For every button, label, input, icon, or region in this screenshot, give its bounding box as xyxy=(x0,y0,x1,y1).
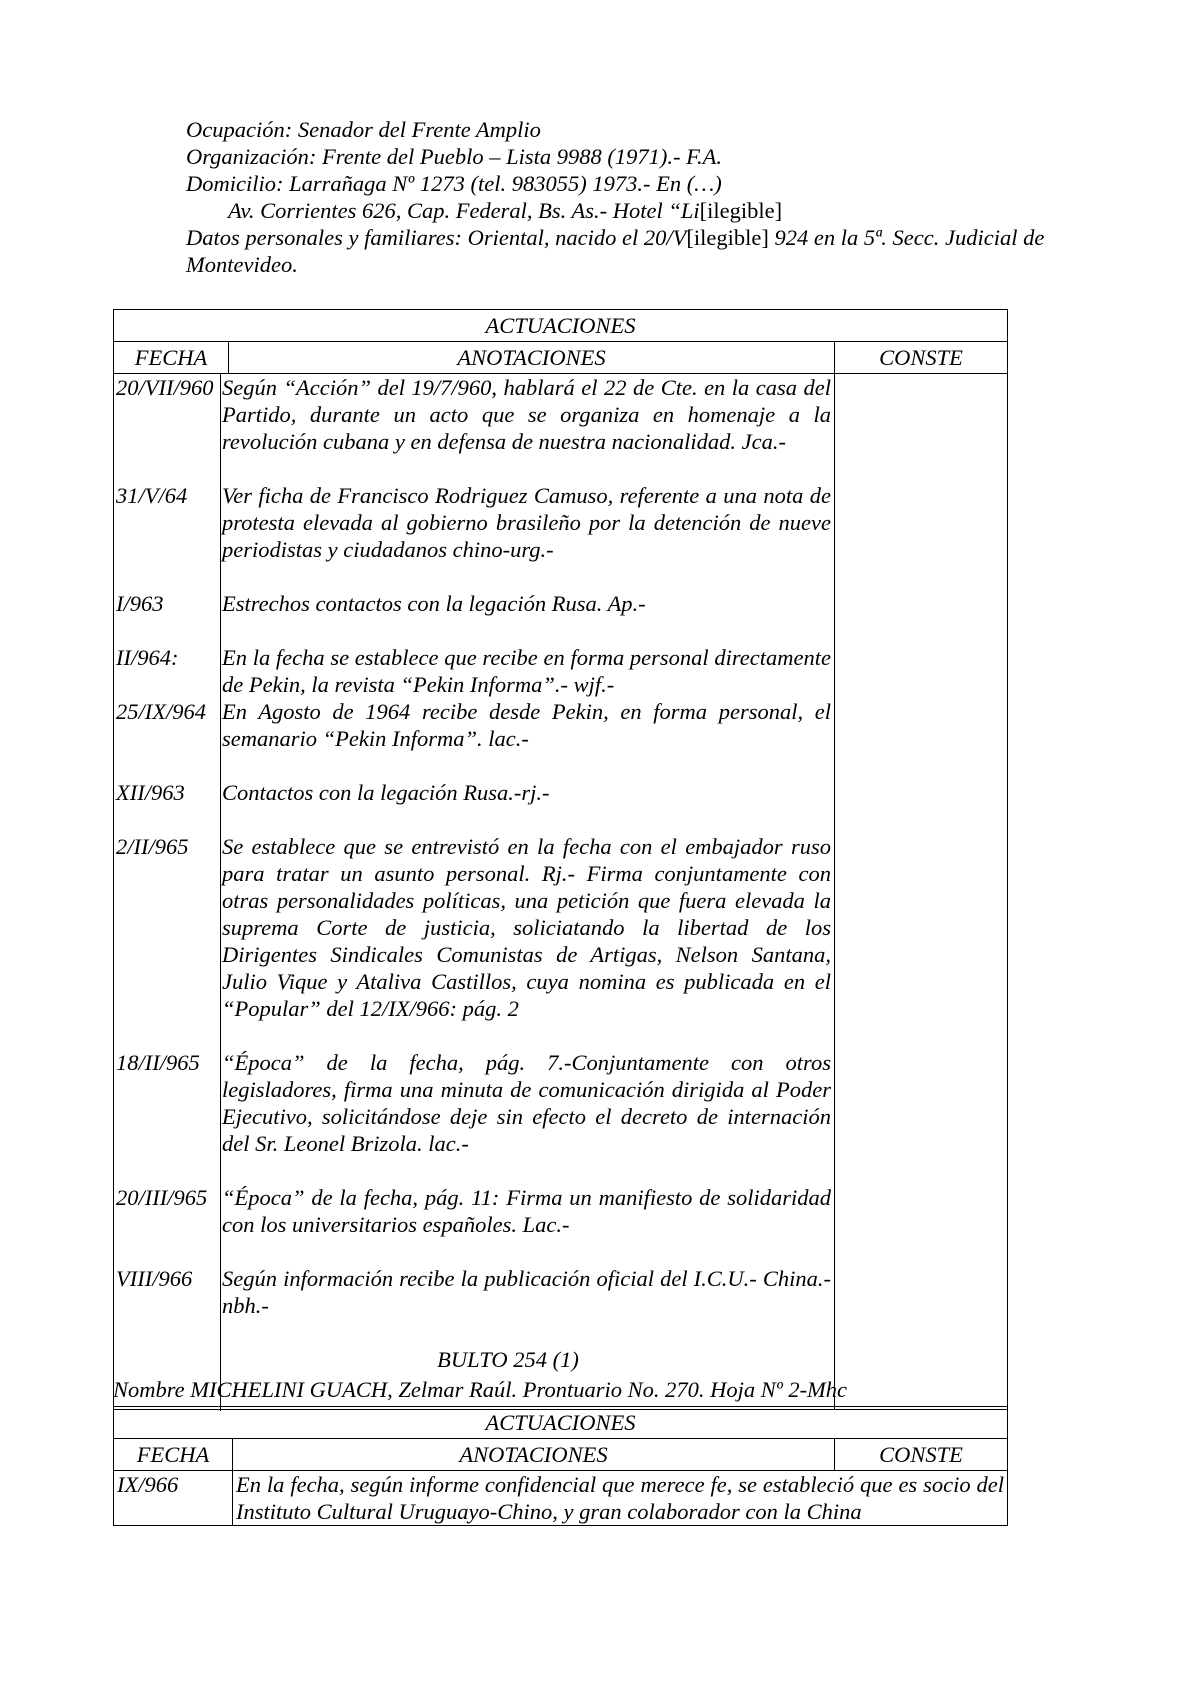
ilegible-mark: [ilegible] xyxy=(699,198,783,223)
conste-bottom-space xyxy=(835,1373,1008,1410)
entry-texto: “Época” de la fecha, pág. 7.-Conjuntamente con otros legisladores, firma una minuta de comunicación dirigida al Poder Ejecutivo, solicitándose deje sin efecto el decreto de internación del Sr. Leonel Brizola. lac.- xyxy=(222,1050,831,1156)
table-row xyxy=(114,1049,834,1157)
table-title: ACTUACIONES xyxy=(114,310,1008,342)
entry-fecha: 31/V/64 xyxy=(116,483,188,508)
ilegible-mark-2: [ilegible] xyxy=(686,225,769,250)
entry-fecha: 18/II/965 xyxy=(116,1050,200,1075)
entry-fecha: 2/II/965 xyxy=(116,834,189,859)
entry-texto: En Agosto de 1964 recibe desde Pekin, en forma personal, el semanario “Pekin Informa”. lac.- xyxy=(222,699,831,751)
nombre-line: Nombre MICHELINI GUACH, Zelmar Raúl. Prontuario No. 270. Hoja Nº 2-Mhc xyxy=(113,1377,848,1402)
entry-texto: Se establece que se entrevistó en la fecha con el embajador ruso para tratar un asunto personal. Rj.- Firma conjuntamente con otras personalidades políticas, una petición que fuera elevada la suprema Corte de justicia, soliciatando la libertad de los Dirigentes Sindicales Comunistas de Artigas, Nelson Santana, Julio Vique y Ataliva Castillos, cuya nomina es publicada en el “Popular” del 12/IX/966: pág. 2 xyxy=(222,834,831,1021)
domicilio-line-2 xyxy=(186,197,1086,224)
organizacion-line: Organización: Frente del Pueblo – Lista 9988 (1971).- F.A. xyxy=(186,144,722,169)
col-header-anotaciones: ANOTACIONES xyxy=(229,342,835,374)
entries-area xyxy=(114,374,835,1374)
entry-fecha: 20/III/965 xyxy=(116,1185,208,1210)
entry-texto: Ver ficha de Francisco Rodriguez Camuso, referente a una nota de protesta elevada al gobierno brasileño por la detención de nueve periodistas y ciudadanos chino-urg.- xyxy=(222,483,831,562)
actuaciones-table-1 xyxy=(113,309,1008,1410)
table-row xyxy=(114,1184,834,1238)
entry-fecha: 20/VII/960 xyxy=(116,375,214,400)
col-header-conste: CONSTE xyxy=(835,342,1008,374)
bulto-text: BULTO 254 (1) xyxy=(437,1347,579,1372)
datos-personales xyxy=(186,224,1086,278)
entry-texto: En la fecha, según informe confidencial que merece fe, se estableció que es socio del Instituto Cultural Uruguayo-Chino, y gran colaborador con la China xyxy=(233,1471,1008,1526)
entry-fecha: 25/IX/964 xyxy=(116,699,206,724)
table-title: ACTUACIONES xyxy=(114,1407,1008,1439)
entry-texto: “Época” de la fecha, pág. 11: Firma un manifiesto de solidaridad con los universitarios españoles. Lac.- xyxy=(222,1185,831,1237)
table-row xyxy=(114,590,834,617)
table-row xyxy=(114,698,834,752)
entry-texto: Según “Acción” del 19/7/960, hablará el 22 de Cte. en la casa del Partido, durante un acto que se organiza en homenaje a la revolución cubana y en defensa de nuestra nacionalidad. Jca.- xyxy=(222,375,831,454)
table-row xyxy=(114,374,834,455)
entry-fecha: II/964: xyxy=(116,645,179,670)
entry-fecha: VIII/966 xyxy=(116,1266,193,1291)
personal-data-header xyxy=(186,116,1086,278)
table-row xyxy=(114,644,834,698)
table-row xyxy=(114,482,834,563)
entry-texto: En la fecha se establece que recibe en forma personal directamente de Pekin, la revista “Pekin Informa”.- wjf.- xyxy=(222,645,831,697)
datos-prefix: Datos personales y familiares: Oriental, nacido el 20/V xyxy=(186,225,687,250)
entry-fecha: XII/963 xyxy=(116,780,185,805)
conste-cell xyxy=(835,374,1008,1374)
entry-texto: Estrechos contactos con la legación Rusa. Ap.- xyxy=(222,591,646,616)
col-header-fecha: FECHA xyxy=(114,342,229,374)
bulto-label xyxy=(114,1346,834,1373)
entries-list xyxy=(114,374,834,1319)
entry-fecha: IX/966 xyxy=(114,1471,233,1526)
col-header-conste: CONSTE xyxy=(835,1439,1008,1471)
col-header-anotaciones: ANOTACIONES xyxy=(233,1439,835,1471)
table-row xyxy=(114,833,834,1022)
datos-suffix: 924 en la 5ª. Secc. Judicial de Montevideo. xyxy=(186,225,1045,277)
actuaciones-table-2 xyxy=(113,1406,1008,1526)
entry-texto: Según información recibe la publicación oficial del I.C.U.- China.- nbh.- xyxy=(222,1266,831,1318)
entry-texto: Contactos con la legación Rusa.-rj.- xyxy=(222,780,550,805)
table-row xyxy=(114,1265,834,1319)
entry-fecha: I/963 xyxy=(116,591,164,616)
table-row xyxy=(114,779,834,806)
col-header-fecha: FECHA xyxy=(114,1439,233,1471)
domicilio-line: Domicilio: Larrañaga Nº 1273 (tel. 983055) 1973.- En (…) xyxy=(186,171,722,196)
ocupacion-line: Ocupación: Senador del Frente Amplio xyxy=(186,117,541,142)
domicilio-2-text: Av. Corrientes 626, Cap. Federal, Bs. As.- Hotel “Li xyxy=(228,198,700,223)
